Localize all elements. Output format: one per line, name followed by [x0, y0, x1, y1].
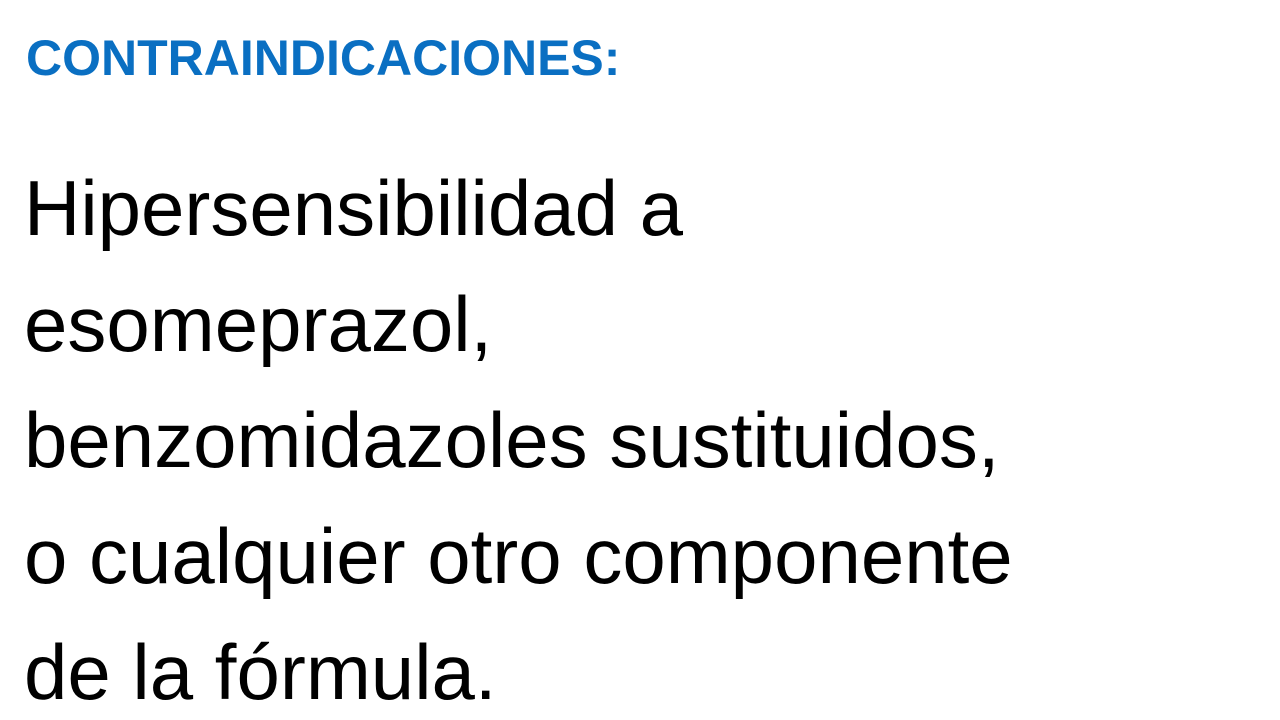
- section-heading: CONTRAINDICACIONES:: [26, 30, 621, 86]
- text-line: benzomidazoles sustituidos,: [24, 396, 1000, 484]
- text-line: esomeprazol,: [24, 280, 493, 368]
- text-line: de la fórmula.: [24, 628, 497, 716]
- text-line: Hipersensibilidad a: [24, 164, 684, 252]
- text-line: o cualquier otro componente: [24, 512, 1013, 600]
- contraindications-text: [24, 150, 1264, 720]
